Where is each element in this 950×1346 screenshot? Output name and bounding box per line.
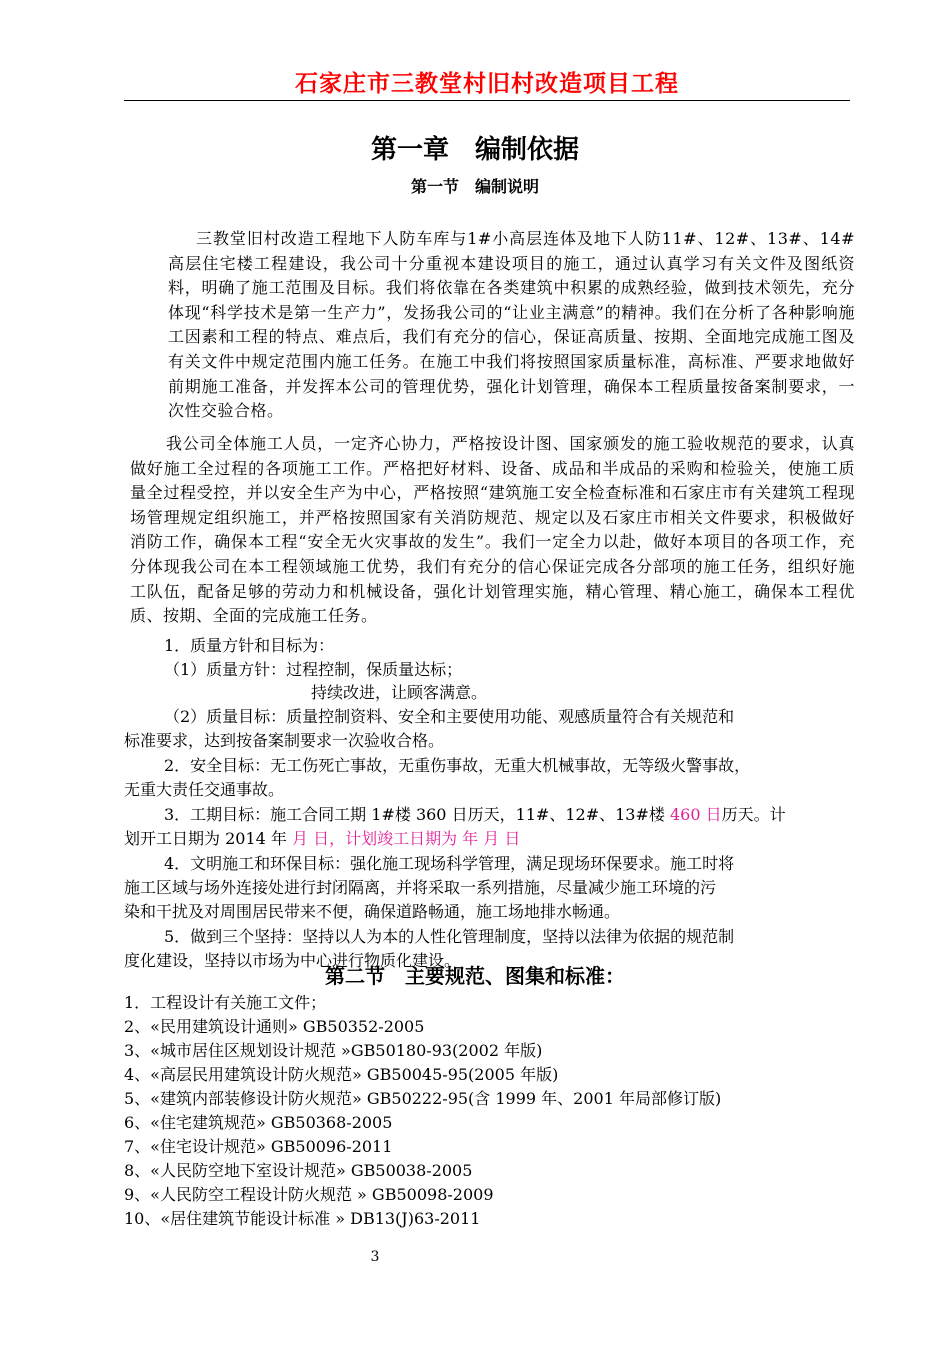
safety-goal-line-1: 2．安全目标：无工伤死亡事故，无重伤事故，无重大机械事故，无等级火警事故， xyxy=(164,756,751,775)
chapter-title xyxy=(0,132,950,168)
civilized-goal-line-2: 施工区域与场外连接处进行封闭隔离，并将采取一系列措施，尽量减少施工环境的污 xyxy=(124,878,717,897)
running-header: 石家庄市三教堂村旧村改造项目工程 xyxy=(295,71,679,97)
intro-paragraph: 三教堂旧村改造工程地下人防车库与1#小高层连体及地下人防11#、12#、13#、14#高层住宅楼工程建设，我公司十分重视本建设项目的施工，通过认真学习有关文件及图纸资料，明确了施工范围及目标。我们将依靠在各类建筑中积累的成熟经验，做到技术领先，充分体现“科学技术是第一生产力”，发扬我公司的“让业主满意”的精神。我们在分析了各种影响施工因素和工程的特点、难点后，我们有充分的信心，保证高质量、按期、全面地完成施工图及有关文件中规定范围内施工任务。在施工中我们将按照国家质量标准，高标准、严要求地做好前期施工准备，并发挥本公司的管理优势，强化计划管理，确保本工程质量按备案制要求，一次性交验合格。 xyxy=(168,229,855,421)
standard-item: 9、«人民防空工程设计防火规范 » GB50098-2009 xyxy=(124,1185,494,1204)
schedule-text-b: 历天。计 xyxy=(721,805,786,824)
schedule-goal-line-1 xyxy=(164,803,786,827)
schedule-days-highlight: 460 日 xyxy=(669,805,722,824)
page-number: 3 xyxy=(370,1249,380,1265)
civilized-goal-line-3: 染和干扰及对周围居民带来不便，确保道路畅通，施工场地排水畅通。 xyxy=(124,902,621,921)
standard-item: 3、«城市居住区规划设计规范 »GB50180-93(2002 年版) xyxy=(124,1041,543,1060)
commitment-paragraph: 我公司全体施工人员，一定齐心协力，严格按设计图、国家颁发的施工验收规范的要求，认真做好施工全过程的各项施工工作。严格把好材料、设备、成品和半成品的采购和检验关，使施工质量全过程受控，并以安全生产为中心，严格按照“建筑施工安全检查标准和石家庄市有关建筑工程现场管理规定组织施工，并严格按照国家有关消防规范、规定以及石家庄市相关文件要求，积极做好消防工作，确保本工程“安全无火灾事故的发生”。我们一定全力以赴，做好本项目的各项工作，充分体现我公司在本工程领域施工优势，我们有充分的信心保证完成各分部项的施工任务，组织好施工队伍，配备足够的劳动力和机械设备，强化计划管理实施，精心管理、精心施工，确保本工程优质、按期、全面的完成施工任务。 xyxy=(130,434,855,626)
standard-item: 1．工程设计有关施工文件； xyxy=(124,993,327,1012)
schedule-dates-highlight: 月 日，计划竣工日期为 年 月 日 xyxy=(291,829,521,848)
schedule-start-text: 划开工日期为 2014 年 xyxy=(124,829,292,848)
quality-policy-cont: 持续改进，让顾客满意。 xyxy=(311,683,488,702)
quality-target-line-1: （2）质量目标：质量控制资料、安全和主要使用功能、观感质量符合有关规范和 xyxy=(164,707,735,726)
goal-1-heading: 1．质量方针和目标为： xyxy=(164,636,335,655)
schedule-text-a: 3．工期目标：施工合同工期 1#楼 360 日历天，11#、12#、13#楼 xyxy=(164,805,670,824)
section-1-title: 第一节 编制说明 xyxy=(410,177,539,196)
quality-policy: （1）质量方针：过程控制，保质量达标； xyxy=(164,660,463,679)
chapter-name: 编制依据 xyxy=(475,135,580,165)
safety-goal-line-2: 无重大责任交通事故。 xyxy=(124,780,285,799)
standard-item: 5、«建筑内部装修设计防火规范» GB50222-95(含 1999 年、2001 年局部修订版) xyxy=(124,1089,722,1108)
standard-item: 7、«住宅设计规范» GB50096-2011 xyxy=(124,1137,393,1156)
standard-item: 10、«居住建筑节能设计标准 » DB13(J)63-2011 xyxy=(124,1209,481,1228)
header-rule xyxy=(124,100,850,101)
standard-item: 2、«民用建筑设计通则» GB50352-2005 xyxy=(124,1017,425,1036)
three-persist-line-1: 5．做到三个坚持：坚持以人为本的人性化管理制度，坚持以法律为依据的规范制 xyxy=(164,927,735,946)
standard-item: 4、«高层民用建筑设计防火规范» GB50045-95(2005 年版) xyxy=(124,1065,559,1084)
civilized-goal-line-1: 4．文明施工和环保目标：强化施工现场科学管理，满足现场环保要求。施工时将 xyxy=(164,854,735,873)
standard-item: 8、«人民防空地下室设计规范» GB50038-2005 xyxy=(124,1161,473,1180)
schedule-goal-line-2 xyxy=(124,827,520,851)
section-2-title: 第二节 主要规范、图集和标准： xyxy=(325,964,625,988)
standard-item: 6、«住宅建筑规范» GB50368-2005 xyxy=(124,1113,393,1132)
three-persist-line-2: 度化建设，坚持以市场为中心进行物质化建设。 xyxy=(124,951,461,970)
quality-target-line-2: 标准要求，达到按备案制要求一次验收合格。 xyxy=(124,731,445,750)
chapter-number: 第一章 xyxy=(370,135,449,165)
